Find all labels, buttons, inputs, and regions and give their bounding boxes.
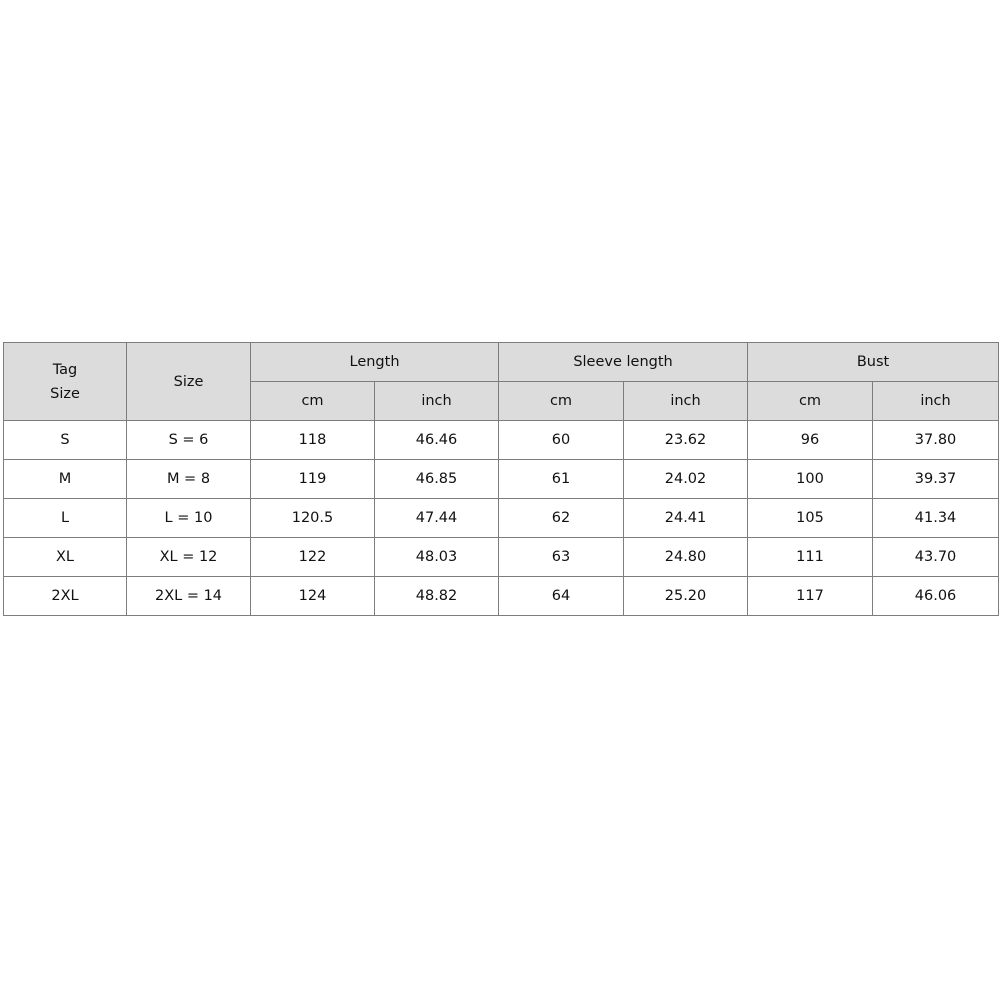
cell-sleeve-inch: 24.02 [624,460,748,499]
cell-bust-inch: 46.06 [873,577,999,616]
cell-bust-inch: 43.70 [873,538,999,577]
cell-tag-size: XL [4,538,127,577]
cell-size: XL = 12 [127,538,251,577]
cell-bust-cm: 100 [748,460,873,499]
cell-bust-inch: 39.37 [873,460,999,499]
header-unit-sleeve-inch: inch [624,382,748,421]
size-chart-table [3,342,999,616]
cell-tag-size: 2XL [4,577,127,616]
cell-sleeve-inch: 24.41 [624,499,748,538]
header-unit-bust-inch: inch [873,382,999,421]
header-unit-bust-cm: cm [748,382,873,421]
cell-bust-cm: 117 [748,577,873,616]
cell-size: S = 6 [127,421,251,460]
header-tag-size-line2: Size [50,385,80,402]
cell-bust-cm: 96 [748,421,873,460]
cell-sleeve-inch: 25.20 [624,577,748,616]
cell-sleeve-cm: 60 [499,421,624,460]
cell-length-inch: 48.82 [375,577,499,616]
table-row [4,538,999,577]
cell-sleeve-cm: 62 [499,499,624,538]
table-row [4,577,999,616]
header-tag-size [4,343,127,421]
cell-tag-size: M [4,460,127,499]
table-row [4,499,999,538]
header-bust: Bust [748,343,999,382]
header-unit-length-inch: inch [375,382,499,421]
cell-sleeve-cm: 61 [499,460,624,499]
cell-length-inch: 46.46 [375,421,499,460]
cell-tag-size: S [4,421,127,460]
cell-size: 2XL = 14 [127,577,251,616]
cell-length-cm: 124 [251,577,375,616]
cell-sleeve-cm: 63 [499,538,624,577]
cell-length-inch: 47.44 [375,499,499,538]
cell-length-inch: 46.85 [375,460,499,499]
header-row-main [4,343,999,382]
header-unit-length-cm: cm [251,382,375,421]
header-length: Length [251,343,499,382]
cell-length-cm: 120.5 [251,499,375,538]
table-row [4,421,999,460]
cell-bust-cm: 111 [748,538,873,577]
cell-bust-cm: 105 [748,499,873,538]
cell-tag-size: L [4,499,127,538]
cell-sleeve-cm: 64 [499,577,624,616]
cell-sleeve-inch: 24.80 [624,538,748,577]
cell-length-cm: 118 [251,421,375,460]
cell-bust-inch: 41.34 [873,499,999,538]
table-row [4,460,999,499]
cell-size: L = 10 [127,499,251,538]
cell-length-cm: 122 [251,538,375,577]
cell-sleeve-inch: 23.62 [624,421,748,460]
cell-length-cm: 119 [251,460,375,499]
cell-size: M = 8 [127,460,251,499]
header-sleeve-length: Sleeve length [499,343,748,382]
cell-length-inch: 48.03 [375,538,499,577]
cell-bust-inch: 37.80 [873,421,999,460]
header-tag-size-line1: Tag [52,361,78,378]
header-unit-sleeve-cm: cm [499,382,624,421]
table-body [4,421,999,616]
table-header [4,343,999,421]
header-size: Size [127,343,251,421]
